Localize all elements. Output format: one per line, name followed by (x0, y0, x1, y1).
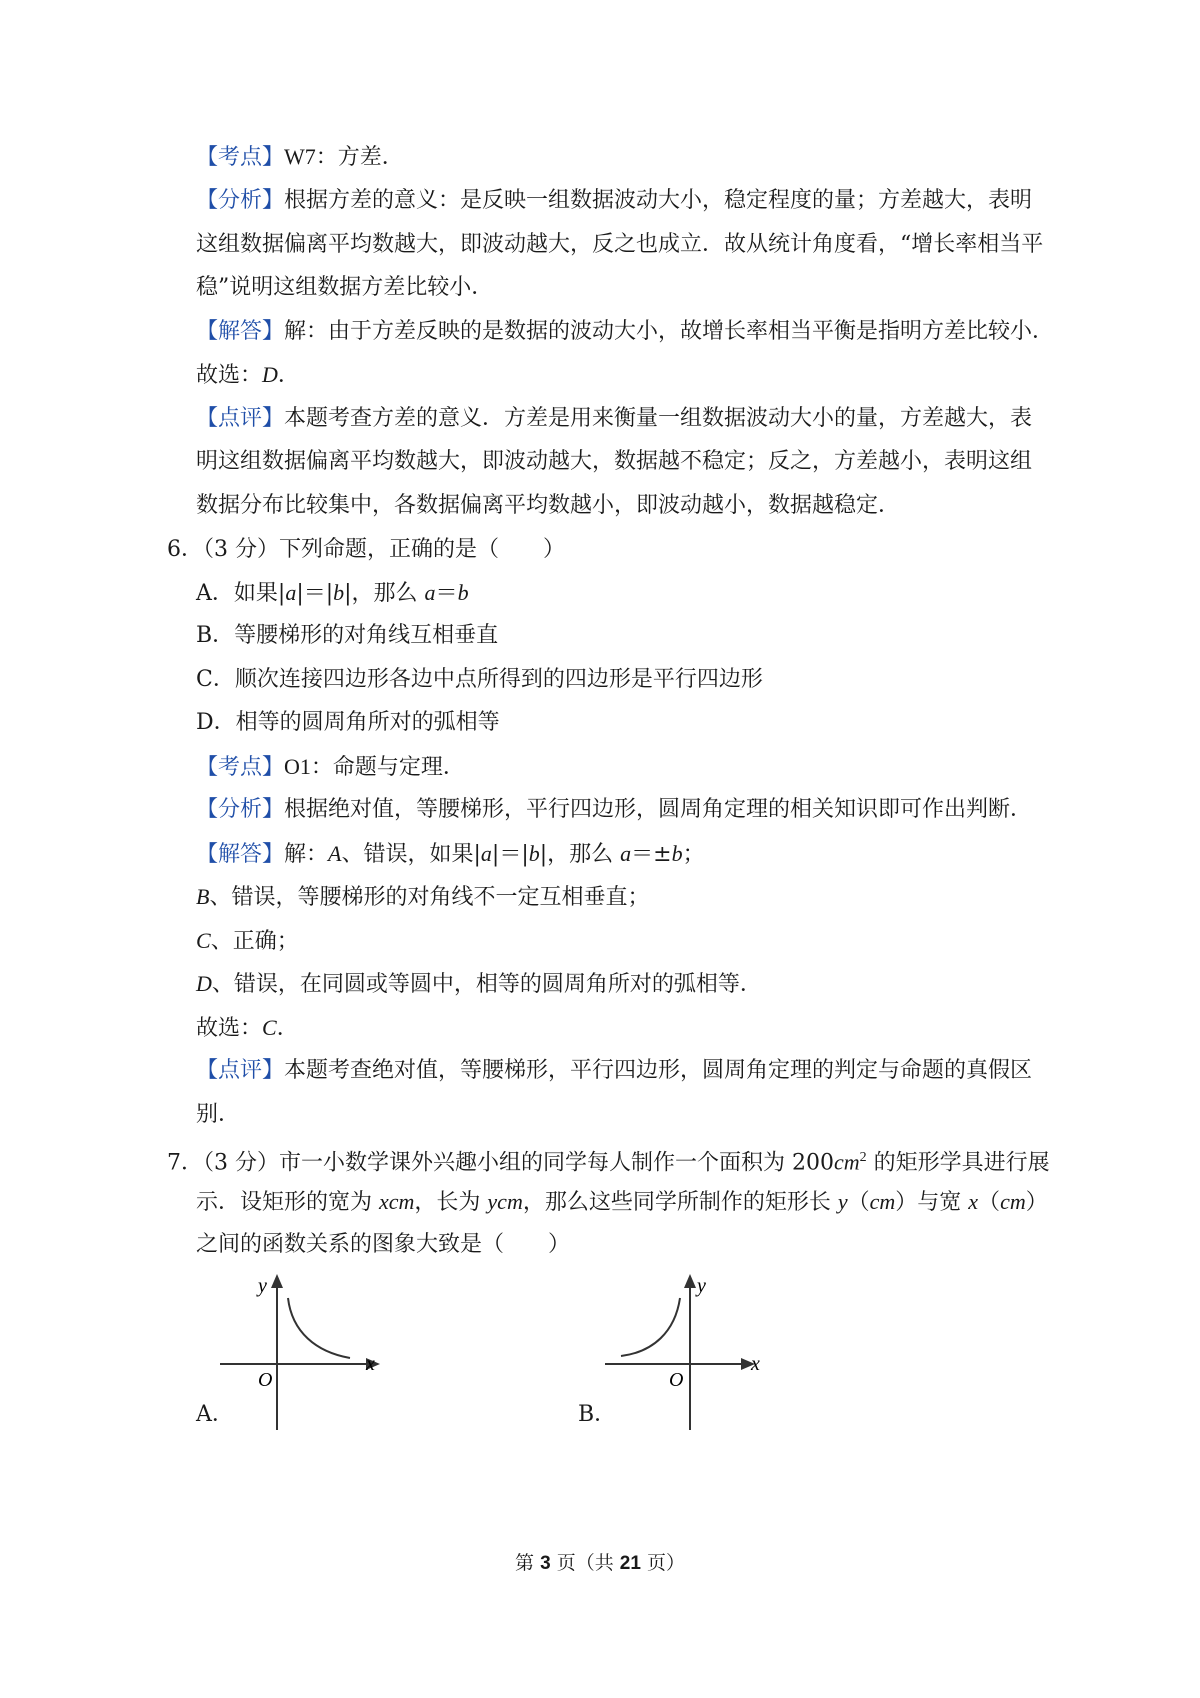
var-b: b (671, 841, 683, 866)
q5-jieda-text: 解：由于方差反映的是数据的波动大小，故增长率相当平衡是指明方差比较小． (284, 319, 1055, 344)
q5-kaodian-text: W7：方差． (284, 144, 404, 169)
stem-text: ，长为 (414, 1190, 488, 1215)
kaodian-tag: 【考点】 (196, 755, 285, 780)
var-b: b (333, 580, 345, 605)
q6-option-b: B．等腰梯形的对角线互相垂直 (196, 623, 499, 648)
answer-prefix: 故选： (196, 363, 263, 388)
opt-text: |，那么 (344, 581, 425, 606)
q5-kaodian-line (196, 142, 404, 173)
var-a: a (424, 580, 436, 605)
answer-prefix: 故选： (196, 1016, 263, 1041)
sol-text: |＝| (491, 842, 529, 867)
stem-text: 示．设矩形的宽为 (196, 1190, 379, 1215)
paren: ） (1025, 1190, 1048, 1215)
hyperbola-first-quadrant-graph (220, 1270, 390, 1430)
q5-fenxi-line-1 (196, 186, 1032, 216)
var-a: a (480, 841, 492, 866)
sol-text: 、错误，在同圆或等圆中，相等的圆周角所对的弧相等． (211, 972, 762, 997)
stem-text: 7．（3 分）市一小数学课外兴趣小组的同学每人制作一个面积为 200 (167, 1150, 834, 1176)
stem-text: ）与宽 (895, 1190, 969, 1215)
footer-text: 第 (515, 1552, 541, 1574)
var-a: a (620, 841, 632, 866)
origin-label: O (258, 1369, 273, 1391)
fenxi-tag: 【分析】 (196, 188, 285, 213)
q6-dianping-text-1: 本题考查绝对值，等腰梯形，平行四边形，圆周角定理的判定与命题的真假区 (284, 1058, 1033, 1083)
answer-end: ． (277, 363, 300, 388)
hyperbola-second-quadrant-graph (605, 1270, 775, 1430)
jieda-tag: 【解答】 (196, 319, 285, 344)
var-y: y (837, 1189, 848, 1214)
q5-fenxi-line-2: 这组数据偏离平均数越大，即波动越大，反之也成立．故从统计角度看，“增长率相当平 (196, 232, 1044, 257)
q6-fenxi-text: 根据绝对值，等腰梯形，平行四边形，圆周角定理的相关知识即可作出判断． (284, 797, 1033, 822)
sol-text: 、正确； (210, 929, 299, 954)
option-letter: B (196, 884, 210, 909)
q6-line-b (196, 882, 649, 913)
opt-text: A．如果| (196, 581, 286, 606)
q7-option-a-graph (220, 1270, 390, 1430)
x-axis-label: x (751, 1353, 760, 1375)
q7-stem-line-1 (167, 1143, 1050, 1178)
paren: （ (847, 1190, 870, 1215)
sol-text: 、错误，如果| (341, 842, 481, 867)
curve (621, 1298, 680, 1356)
dianping-tag: 【点评】 (196, 406, 285, 431)
option-letter: C (196, 928, 211, 953)
q6-line-c (196, 926, 299, 957)
q7-option-b-label: B． (578, 1402, 617, 1427)
sol-text: ； (682, 842, 705, 867)
q6-line-d (196, 969, 762, 1000)
q7-stem-line-2 (196, 1187, 1048, 1218)
dianping-tag: 【点评】 (196, 1058, 285, 1083)
answer-letter: D (262, 362, 278, 387)
exponent: 2 (859, 1150, 867, 1165)
plus-minus: ＝± (631, 842, 672, 867)
q5-fenxi-line-3: 稳”说明这组数据方差比较小． (196, 275, 494, 300)
q6-stem: 6．（3 分）下列命题，正确的是（ ） (167, 537, 565, 562)
q6-option-c: C．顺次连接四边形各边中点所得到的四边形是平行四边形 (196, 667, 763, 692)
stem-text: 的矩形学具进行展 (866, 1150, 1050, 1176)
answer-end: ． (276, 1016, 299, 1041)
q7-stem-line-3: 之间的函数关系的图象大致是（ ） (196, 1232, 571, 1257)
total-pages: 21 (619, 1553, 641, 1574)
var-b: b (528, 841, 540, 866)
jieda-tag: 【解答】 (196, 842, 285, 867)
unit-cm: cm (833, 1149, 860, 1175)
y-axis-label: y (697, 1275, 706, 1297)
q6-jieda-line (196, 839, 705, 870)
unit-cm: cm (1000, 1189, 1026, 1214)
q6-kaodian-text: O1：命题与定理． (284, 754, 465, 779)
q5-dianping-line-2: 明这组数据偏离平均数越大，即波动越大，数据越不稳定；反之，方差越小，表明这组 (196, 449, 1033, 474)
page-number: 3 (540, 1553, 551, 1574)
origin-label: O (669, 1369, 684, 1391)
q6-answer-line (196, 1013, 299, 1044)
sol-text: 、错误，等腰梯形的对角线不一定互相垂直； (209, 885, 650, 910)
q5-dianping-text-1: 本题考查方差的意义．方差是用来衡量一组数据波动大小的量，方差越大，表 (284, 406, 1033, 431)
unit-cm: cm (869, 1189, 896, 1214)
option-letter: D (196, 971, 212, 996)
sol-text: 解： (284, 842, 329, 867)
footer-text: 页） (640, 1552, 685, 1574)
q7-option-b-graph (605, 1270, 775, 1430)
answer-letter: C (262, 1015, 277, 1040)
q5-answer-line (196, 360, 300, 391)
var-a: a (285, 580, 297, 605)
q5-dianping-line-3: 数据分布比较集中，各数据偏离平均数越小，即波动越小，数据越稳定． (196, 493, 901, 518)
q5-fenxi-text-1: 根据方差的意义：是反映一组数据波动大小，稳定程度的量；方差越大，表明 (284, 188, 1033, 213)
kaodian-tag: 【考点】 (196, 145, 285, 170)
curve (288, 1298, 350, 1358)
footer-text: 页（共 (550, 1552, 620, 1574)
q6-option-a (196, 578, 469, 609)
var-x: x (968, 1189, 979, 1214)
opt-text: |＝| (296, 581, 334, 606)
y-axis-arrow (684, 1274, 696, 1288)
q5-jieda-line (196, 317, 1054, 347)
q6-dianping-line-1 (196, 1056, 1032, 1086)
fenxi-tag: 【分析】 (196, 797, 285, 822)
var-xcm: xcm (379, 1189, 415, 1214)
y-axis-arrow (271, 1274, 283, 1288)
y-axis-label: y (258, 1275, 267, 1297)
stem-text: ，那么这些同学所制作的矩形长 (522, 1190, 838, 1215)
q6-kaodian-line (196, 752, 465, 783)
page-footer (0, 1550, 1200, 1577)
q6-fenxi-line (196, 795, 1032, 825)
q6-dianping-line-2: 别． (196, 1102, 241, 1127)
q6-option-d: D．相等的圆周角所对的弧相等 (196, 710, 500, 735)
var-b: b (457, 580, 469, 605)
q7-option-a-label: A． (196, 1402, 234, 1427)
q5-dianping-line-1 (196, 404, 1032, 434)
var-ycm: ycm (487, 1189, 523, 1214)
paren: （ (978, 1190, 1001, 1215)
option-letter: A (328, 841, 342, 866)
x-axis-label: x (366, 1353, 375, 1375)
equals-sign: ＝ (435, 581, 458, 606)
sol-text: |，那么 (539, 842, 621, 867)
